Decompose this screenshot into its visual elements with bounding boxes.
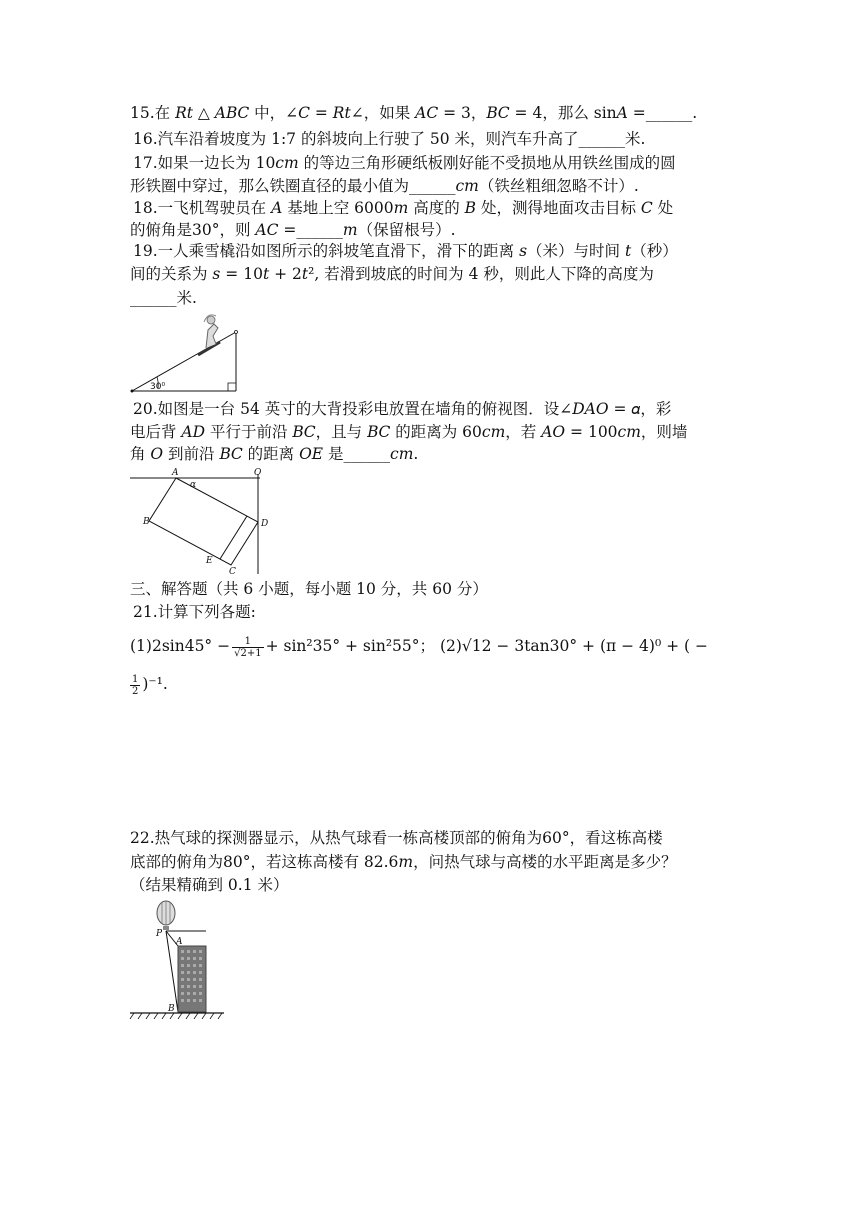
fraction-denominator: √2+1 (234, 647, 262, 659)
question-20-line-2: 电后背 𝐴𝐷 平行于前沿 𝐵𝐶，且与 𝐵𝐶 的距离为 60𝑐𝑚，若 𝐴𝑂 = 100𝑐𝑚，则墙 (130, 423, 688, 441)
fraction-denominator: 2 (132, 685, 139, 697)
label-A: A (172, 468, 179, 478)
question-19-line-3: ______米. (130, 289, 197, 307)
question-19-line-2: 间的关系为 𝑠 = 10𝑡 + 2𝑡², 若滑到坡底的时间为 4 秒，则此人下降的高度为 (130, 265, 654, 283)
slope-figure (128, 310, 243, 395)
fraction-1-over-root2-plus-1 (232, 636, 263, 659)
fraction-numerator: 1 (232, 636, 263, 648)
question-21-formula-tail (130, 672, 168, 697)
label-A: A (176, 937, 183, 947)
question-17-line-2: 形铁圈中穿过，那么铁圈直径的最小值为______𝑐𝑚（铁丝粗细忽略不计）. (130, 177, 639, 195)
label-B: B (143, 517, 150, 527)
label-alpha: α (190, 480, 197, 490)
label-E: E (206, 556, 213, 566)
section-3-heading: 三、解答题（共 6 小题，每小题 10 分，共 60 分） (130, 580, 488, 598)
question-17-line-1: 17.如果一边长为 10𝑐𝑚 的等边三角形硬纸板刚好能不受损地从用铁丝围成的圆 (133, 154, 676, 172)
question-21-formula-line (130, 634, 708, 659)
hot-air-balloon-icon (157, 901, 175, 930)
question-19-line-1: 19.一人乘雪橇沿如图所示的斜坡笔直滑下，滑下的距离 𝑠（米）与时间 𝑡（秒） (133, 242, 678, 260)
formula-part-2: + sin²35° + sin²55°； (2)√12 − 3tan30° + (π − 4)⁰ + ( − (265, 637, 708, 655)
question-16: 16.汽车沿着坡度为 1:7 的斜坡向上行驶了 50 米，则汽车升高了______米. (133, 130, 646, 148)
label-P: P (156, 929, 163, 939)
question-15: 15.在 𝑅𝑡 △ 𝐴𝐵𝐶 中，∠𝐶 = 𝑅𝑡∠，如果 𝐴𝐶 = 3，𝐵𝐶 = 4，那么 sin𝐴 =______. (130, 104, 698, 122)
building-icon (178, 946, 206, 1012)
question-22-line-1: 22.热气球的探测器显示，从热气球看一栋高楼顶部的俯角为60°，看这栋高楼 (130, 829, 663, 847)
formula-tail: )⁻¹. (142, 675, 168, 693)
question-20-line-1: 20.如图是一台 54 英寸的大背投彩电放置在墙角的俯视图．设∠𝐷𝐴𝑂 = 𝛼，彩 (133, 400, 672, 418)
label-O: O (254, 468, 262, 478)
label-C: C (229, 567, 236, 577)
tv-corner-figure (128, 462, 273, 577)
balloon-building-figure (128, 896, 228, 1024)
slope-angle-label: 30⁰ (150, 382, 166, 392)
fraction-numerator: 1 (132, 673, 139, 685)
sled-person-icon (198, 315, 220, 355)
question-21-heading: 21.计算下列各题: (133, 603, 256, 621)
label-B: B (168, 1004, 175, 1014)
question-22-line-3: （结果精确到 0.1 米） (130, 876, 289, 894)
formula-part-1: (1)2sin45° − (130, 637, 231, 655)
question-18-line-1: 18.一飞机驾驶员在 𝐴 基地上空 6000𝑚 高度的 𝐵 处，测得地面攻击目标 𝐶 处 (133, 199, 674, 217)
question-20-line-3: 角 𝑂 到前沿 𝐵𝐶 的距离 𝑂𝐸 是______𝑐𝑚. (130, 445, 419, 463)
label-D: D (261, 519, 269, 529)
question-18-line-2: 的俯角是30°，则 𝐴𝐶 =______𝑚（保留根号）. (130, 221, 456, 239)
question-22-line-2: 底部的俯角为80°，若这栋高楼有 82.6𝑚，问热气球与高楼的水平距离是多少？ (130, 853, 677, 871)
fraction-one-half (130, 674, 140, 697)
